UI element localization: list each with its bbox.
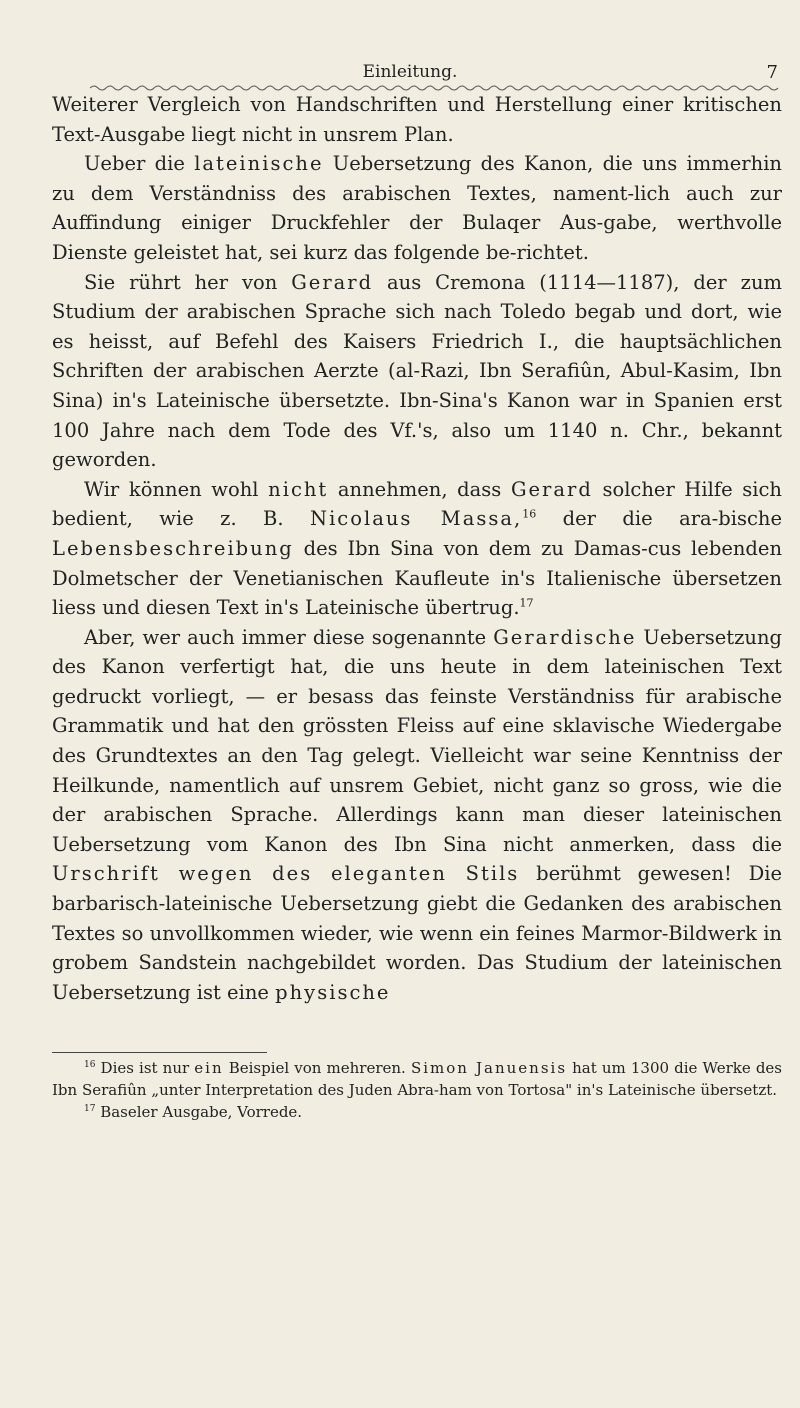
emphasis: Nicolaus Massa, — [310, 507, 523, 531]
footnote-divider — [52, 1052, 267, 1053]
page-header — [40, 62, 780, 84]
page-number: 7 — [766, 62, 778, 83]
paragraph: Weiterer Vergleich von Handschriften und Herstellung einer kritischen Text-Ausgabe liegt nicht in unsrem Plan. — [52, 93, 782, 146]
emphasis: Lebensbeschreibung — [52, 536, 294, 560]
emphasis: Simon Januensis — [410, 1059, 568, 1077]
footnote-ref: 16 — [522, 507, 537, 521]
paragraph: Sie rührt her von Gerard aus Cremona (1114—1187), der zum Studium der arabischen Sprache sich nach Toledo begab und dort, wie es heisst, auf Befehl des Kaisers Friedrich I., die hauptsächlichen Schriften der arabischen Aerzte (al-Razi, Ibn Serafiûn, Abul-Kasim, Ibn Sina) in's Lateinische übersetzte. Ibn-Sina's Kanon war in Spanien erst 100 Jahre nach dem Tode des Vf.'s, also um 1140 n. Chr., bekannt geworden. — [52, 270, 782, 472]
paragraph: Ueber die lateinische Uebersetzung des Kanon, die uns immerhin zu dem Verständniss des arabischen Textes, nament-lich auch zur Auffindung einiger Druckfehler der Bulaqer Aus-gabe, werthvolle Dienste geleistet hat, sei kurz das folgende be-richtet. — [52, 152, 782, 264]
footnote: $^{16}$ Dies ist nur ein Beispiel von mehreren. Simon Januensis hat um 1300 die Werke des Ibn Serafiûn „unter Interpretation des Juden Abra-ham von Tortosa" in's Lateinische übersetzt. — [52, 1059, 782, 1099]
paragraph: Wir können wohl nicht annehmen, dass Gerard solcher Hilfe sich bedient, wie z. B. Nicolaus Massa,$^{16}$ der die ara-bische Lebensbeschreibung des Ibn Sina von dem zu Damas-cus lebenden Dolmetscher der Venetianischen Kaufleute in's Italienische übersetzen liess und diesen Text in's Lateinische übertrug.$^{17}$ — [52, 477, 782, 620]
footnotes — [52, 1058, 782, 1123]
paragraph: Aber, wer auch immer diese sogenannte Gerardische Uebersetzung des Kanon verfertigt hat, die uns heute in dem lateinischen Text gedruckt vorliegt, — er besass das feinste Verständniss für arabische Grammatik und hat den grössten Fleiss auf eine sklavische Wiedergabe des Grundtextes an den Tag gelegt. Vielleicht war seine Kenntniss der Heilkunde, namentlich auf unsrem Gebiet, nicht ganz so gross, wie die der arabischen Sprache. Allerdings kann man dieser lateinischen Uebersetzung vom Kanon des Ibn Sina nicht anmerken, dass die Urschrift wegen des eleganten Stils berühmt gewesen! Die barbarisch-lateinische Uebersetzung giebt die Gedanken des arabischen Textes so unvollkommen wieder, wie wenn ein feines Marmor-Bildwerk in grobem Sandstein nachgebildet worden. Das Studium der lateinischen Uebersetzung ist eine physische — [52, 625, 782, 1004]
emphasis: Gerard — [510, 477, 593, 501]
running-title: Einleitung. — [362, 62, 458, 82]
footnote-ref: 17 — [519, 596, 534, 610]
footnote: $^{17}$ Baseler Ausgabe, Vorrede. — [84, 1102, 303, 1121]
footnote-number: 17 — [84, 1103, 96, 1114]
emphasis: physische — [275, 980, 391, 1004]
emphasis: nicht — [268, 477, 329, 501]
body-text — [52, 90, 782, 1007]
emphasis: Urschrift wegen des eleganten Stils — [52, 862, 520, 886]
emphasis: lateinische — [194, 152, 324, 176]
footnote-number: 16 — [84, 1060, 96, 1070]
emphasis: Gerard — [291, 270, 374, 294]
emphasis: ein — [194, 1059, 224, 1077]
emphasis: Gerardische — [493, 625, 637, 649]
